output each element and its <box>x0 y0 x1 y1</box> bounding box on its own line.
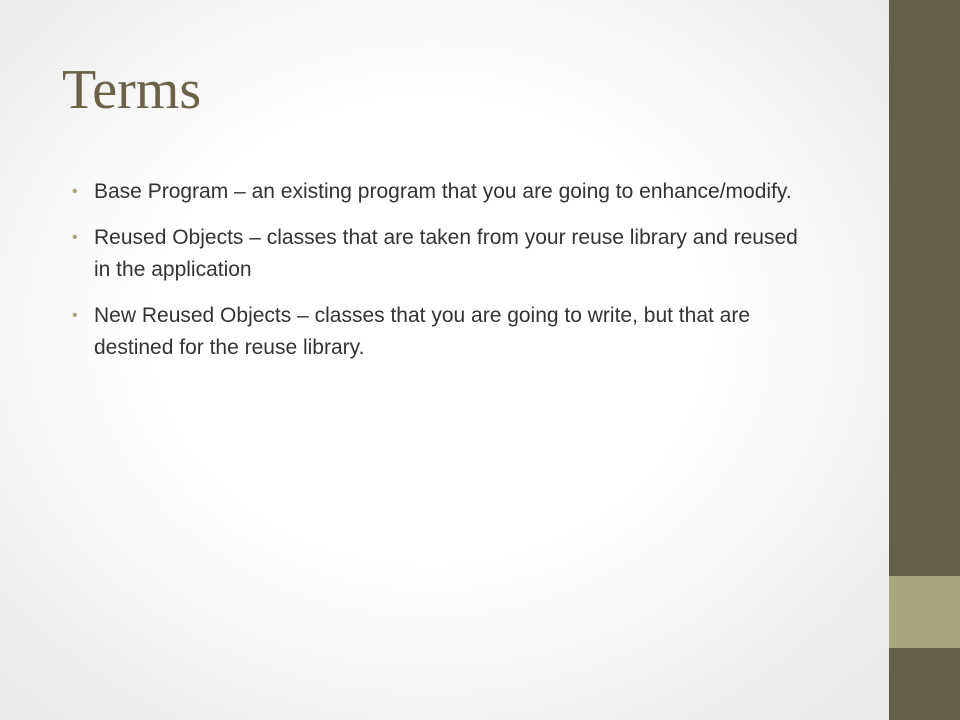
bullet-text: New Reused Objects – classes that you are going to write, but that are destined for the reuse library. <box>94 304 751 359</box>
bullet-icon: • <box>72 229 78 246</box>
bullet-icon: • <box>72 307 78 324</box>
decorative-sidebar <box>889 0 960 720</box>
sidebar-block-accent <box>889 576 960 648</box>
bullet-item-base-program <box>68 176 808 208</box>
bullet-icon: • <box>72 183 78 200</box>
bullet-text: Reused Objects – classes that are taken from your reuse library and reused in the application <box>94 226 798 281</box>
bullet-list <box>68 176 808 378</box>
sidebar-block-top <box>889 0 960 576</box>
bullet-item-new-reused-objects <box>68 300 808 364</box>
slide-title: Terms <box>62 59 202 121</box>
bullet-text: Base Program – an existing program that you are going to enhance/modify. <box>94 180 792 203</box>
bullet-item-reused-objects <box>68 222 808 286</box>
sidebar-block-bottom <box>889 648 960 720</box>
